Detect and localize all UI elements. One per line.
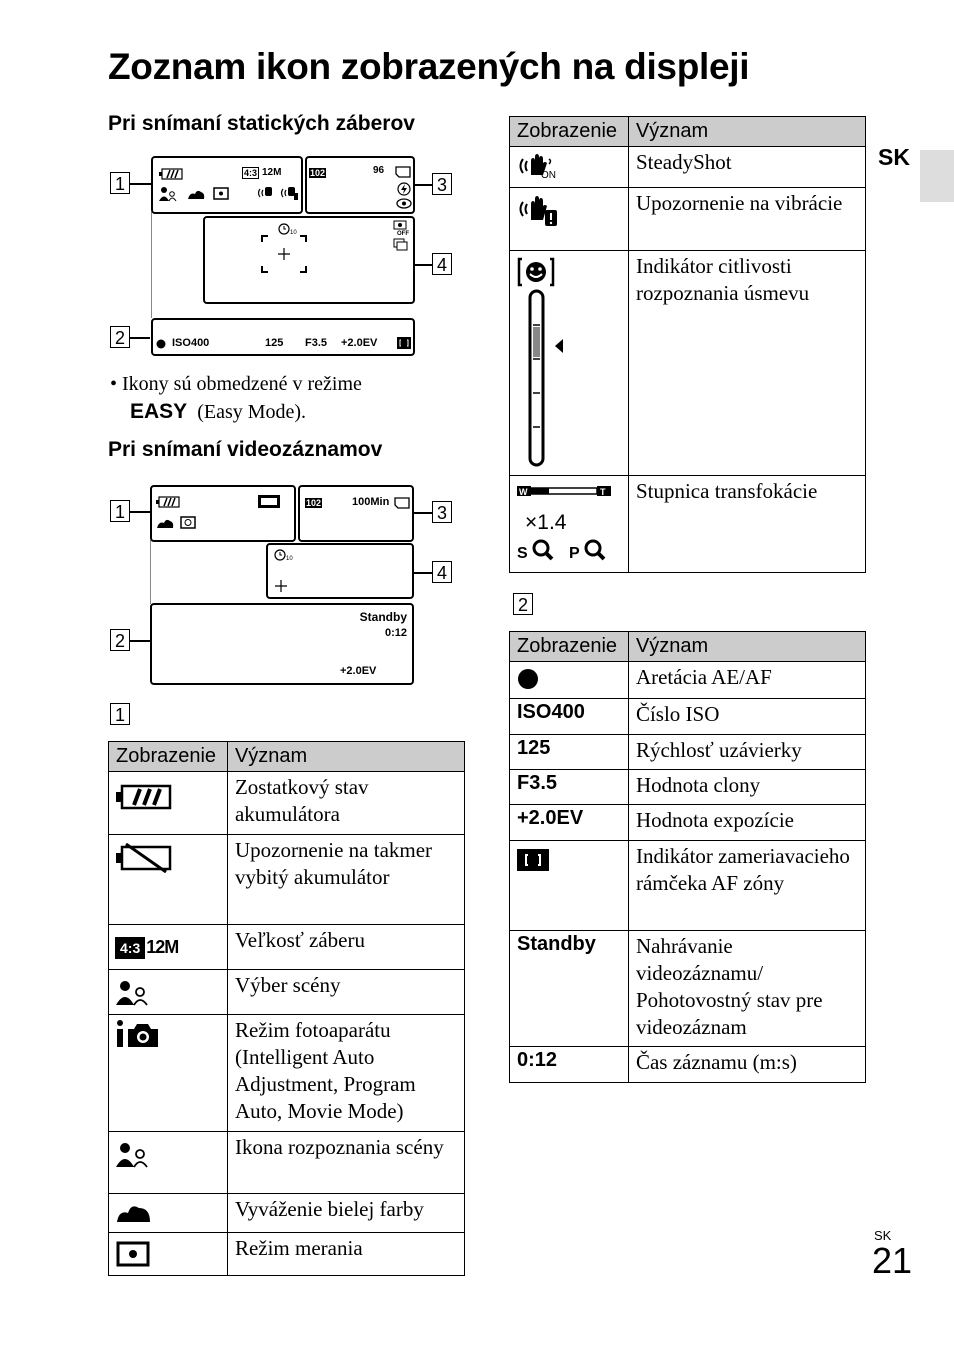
table2 [509, 631, 866, 1083]
movie-remaining: 100Min [352, 496, 390, 508]
table-row: +2.0EV Hodnota expozície [510, 805, 866, 841]
steadyshot-icon [517, 153, 561, 179]
aperture-value: F3.5 [305, 337, 328, 349]
header-display: Zobrazenie [109, 742, 228, 772]
battery-icon [159, 168, 183, 180]
svg-text:W: W [519, 487, 528, 497]
still-area-2 [151, 318, 415, 356]
table-row: Ikona rozpoznania scény [109, 1132, 465, 1194]
table-row: 4:3 12M Veľkosť záberu [109, 925, 465, 970]
table-row: ISO400 Číslo ISO [510, 699, 866, 735]
burst-icon [393, 238, 409, 252]
table-row: F3.5 Hodnota clony [510, 770, 866, 805]
battery-full-icon [116, 784, 172, 810]
svg-text:S: S [517, 545, 528, 562]
callout-3: 3 [432, 173, 452, 195]
ev-value: +2.0EV [341, 337, 378, 349]
red-eye-icon [396, 198, 412, 209]
table-row: 125 Rýchlosť uzávierky [510, 735, 866, 770]
movie-area-1 [150, 485, 296, 542]
image-size-icon: 4:3 12M [116, 935, 178, 958]
easy-note: • Ikony sú obmedzené v režime EASY (Easy Mode). [110, 373, 362, 423]
svg-text:T: T [600, 487, 606, 497]
movie-center-cross [274, 579, 288, 593]
table2-header: Zobrazenie Význam [510, 632, 866, 662]
movie-area-4 [266, 543, 414, 599]
movie-meter-icon [180, 516, 196, 529]
table-row: ON SteadyShot [510, 147, 866, 188]
shots-remaining: 96 [373, 165, 385, 176]
table1-continued [509, 116, 866, 573]
wb-icon [187, 188, 205, 200]
table1-label: 1 [110, 703, 130, 725]
ae-af-lock-icon [517, 668, 539, 690]
header-meaning: Význam [227, 742, 464, 772]
folder-number: 102 [310, 168, 326, 178]
callout-4: 4 [432, 253, 452, 275]
table-row: Upozornenie na takmer vybitý akumulátor [109, 835, 465, 925]
still-area-4 [203, 216, 415, 304]
still-area-1 [151, 156, 303, 214]
aspect-badge: 4:3 [244, 168, 258, 178]
svg-text:ON: ON [541, 170, 556, 179]
table-row: Režim fotoaparátu (Intelligent Auto Adjustment, Program Auto, Movie Mode) [109, 1015, 465, 1132]
svg-text:OFF: OFF [397, 231, 409, 236]
table1b-header: Zobrazenie Význam [510, 117, 866, 147]
table-row: W T ×1.4 S P Stupnica transfokácie [510, 476, 866, 573]
movie-heading: Pri snímaní videozáznamov [108, 438, 383, 461]
scene-icon [159, 186, 177, 202]
af-frame-icon [517, 849, 549, 871]
movie-quality-icon [258, 495, 280, 508]
movie-card-icon [394, 497, 410, 509]
table-row: Indikátor zameriavacieho rámčeka AF zóny [510, 841, 866, 931]
svg-text:10: 10 [290, 230, 297, 235]
table-row: Zostatkový stav akumulátora [109, 772, 465, 835]
table-row: 0:12 Čas záznamu (m:s) [510, 1047, 866, 1083]
scene-recognition-icon [116, 1142, 148, 1168]
iso-value: ISO400 [172, 337, 210, 349]
table-row: Standby Nahrávanie videozáznamu/ Pohotovostný stav pre videozáznam [510, 931, 866, 1047]
battery-empty-icon [116, 843, 172, 873]
callout-1: 1 [110, 172, 130, 194]
table-row: Režim merania [109, 1233, 465, 1276]
table1 [108, 741, 465, 1276]
movie-standby: Standby [359, 610, 407, 624]
memory-card-icon [395, 166, 411, 178]
movie-screen-diagram [108, 480, 458, 690]
ae-lock-dot [156, 339, 166, 349]
flash-icon [397, 182, 411, 196]
shutter-value: 125 [265, 337, 284, 349]
metering-icon [116, 1241, 150, 1267]
still-heading: Pri snímaní statických záberov [108, 112, 415, 135]
zoom-value: ×1.4 [525, 511, 567, 534]
camera-mode-icon [116, 1019, 160, 1049]
still-area-3 [305, 156, 415, 214]
smile-off-icon [393, 220, 411, 236]
movie-ev: +2.0EV [340, 665, 377, 677]
table-row: Vyváženie bielej farby [109, 1194, 465, 1233]
table-row: Indikátor citlivosti rozpoznania úsmevu [510, 251, 866, 476]
smile-sensitivity-icon [517, 257, 577, 467]
image-size: 12M [262, 167, 282, 178]
svg-text:P: P [569, 545, 580, 562]
af-frame [260, 234, 308, 274]
meter-icon [213, 187, 229, 200]
svg-text:10: 10 [286, 556, 293, 561]
footer-language: SK [874, 1228, 892, 1243]
movie-folder-number: 102 [306, 498, 322, 508]
page-number: 21 [872, 1240, 913, 1281]
movie-time: 0:12 [384, 627, 407, 639]
movie-area-2 [150, 603, 414, 685]
scene-select-icon [116, 980, 148, 1006]
still-screen-diagram [108, 150, 458, 365]
white-balance-icon [116, 1200, 152, 1224]
movie-callout-1: 1 [110, 500, 130, 522]
table-row: Aretácia AE/AF [510, 662, 866, 699]
af-frame-indicator [397, 337, 411, 349]
language-tab [920, 150, 954, 202]
movie-callout-4: 4 [432, 561, 452, 583]
movie-callout-3: 3 [432, 501, 452, 523]
movie-callout-2: 2 [110, 629, 130, 651]
zoom-scale-icon [517, 484, 617, 564]
movie-area-3 [298, 485, 414, 542]
movie-battery-icon [156, 496, 180, 508]
steady-icons [257, 185, 299, 201]
vibration-warning-icon [517, 194, 561, 228]
table1-header [109, 742, 465, 772]
callout-2: 2 [110, 326, 130, 348]
movie-wb-icon [156, 517, 174, 529]
movie-self-timer-icon [274, 548, 294, 561]
table-row: Výber scény [109, 970, 465, 1015]
table-row: Upozornenie na vibrácie [510, 188, 866, 251]
easy-badge: EASY [130, 400, 188, 423]
page-title: Zoznam ikon zobrazených na displeji [108, 46, 750, 87]
table2-label: 2 [513, 593, 533, 615]
language-tab-label: SK [878, 144, 910, 170]
